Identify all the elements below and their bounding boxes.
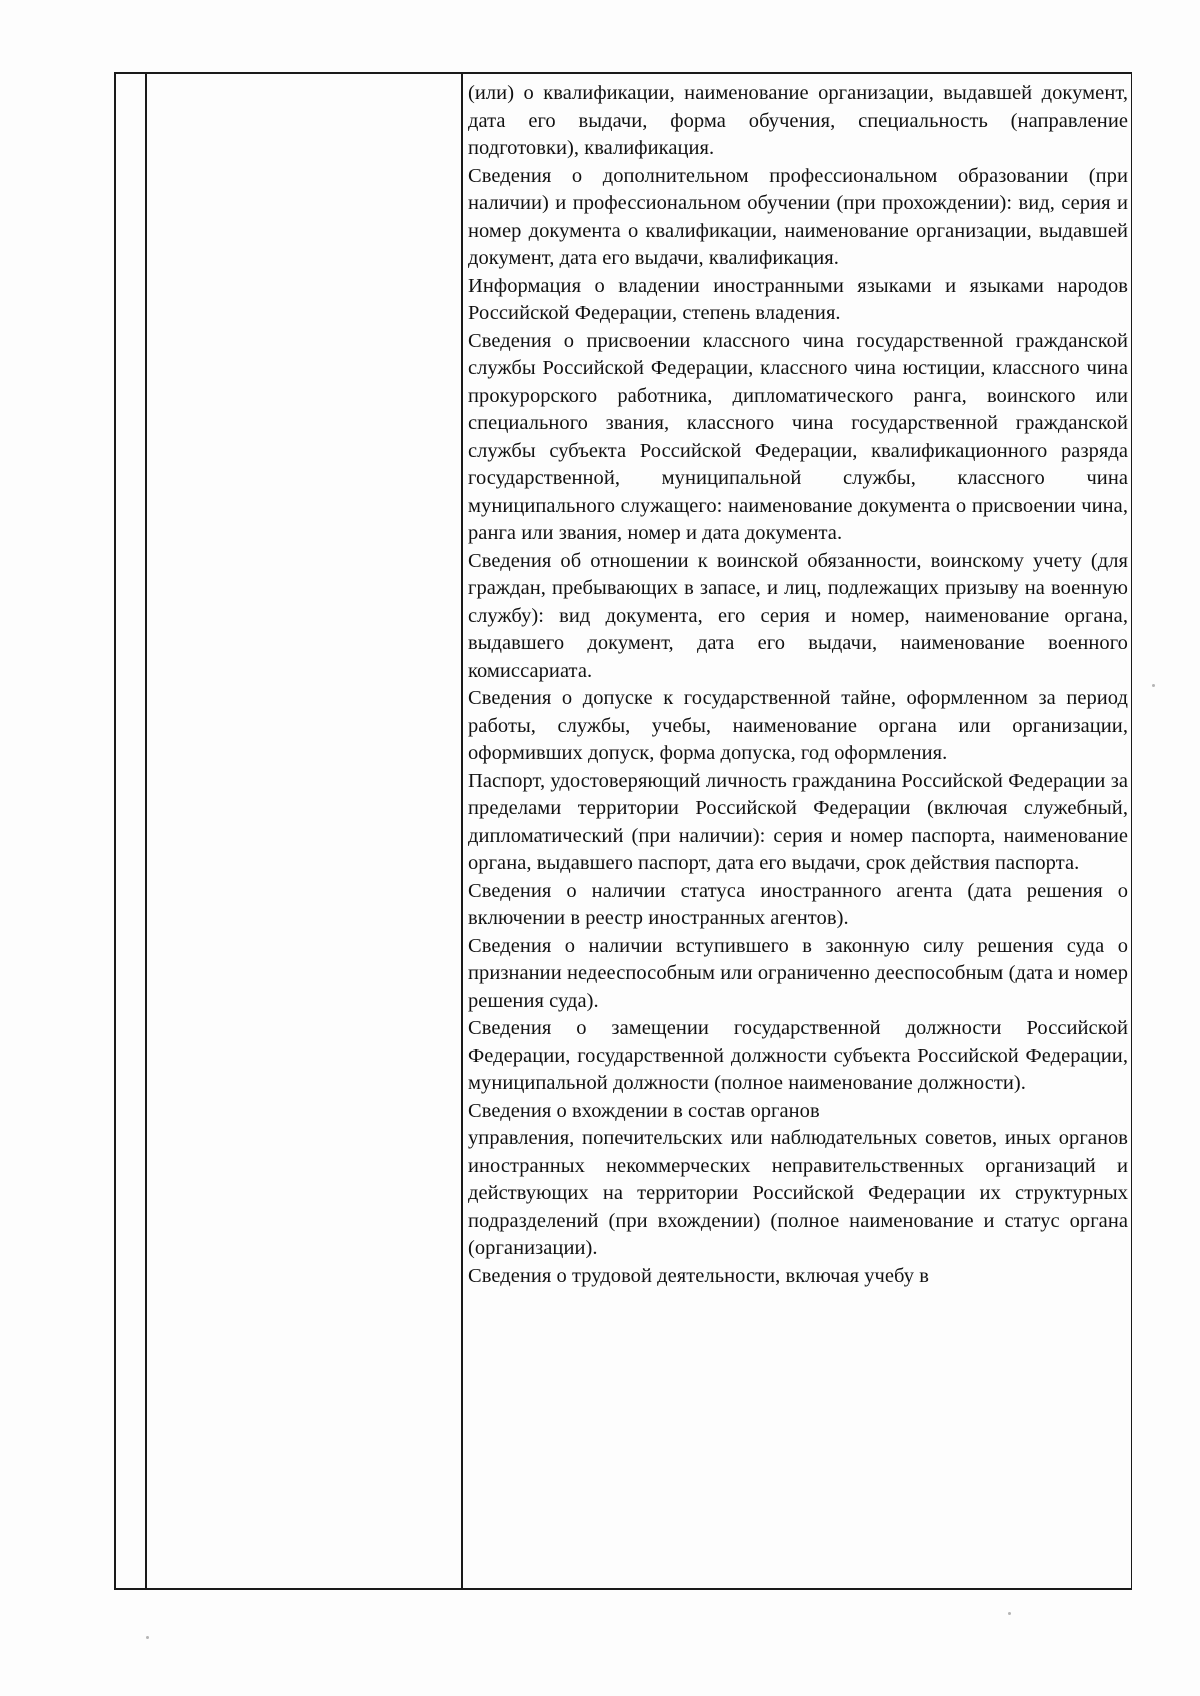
paragraph-military: Сведения об отношении к воинской обязанности, воинскому учету (для граждан, пребывающих в запасе, и лиц, подлежащих призыву на военную службу): вид документа, его серия и номер, наименование органа, выдавшего документ, дата его выдачи, наименование военного комиссариата. [468,549,1128,682]
paragraph-incapacity: Сведения о наличии вступившего в законную силу решения суда о признании недееспособным или ограниченно дееспособным (дата и номер решения суда). [468,934,1128,1012]
paragraph-state-position: Сведения о замещении государственной должности Российской Федерации, государственной должности субъекта Российской Федерации, муниципальной должности (полное наименование должности). [468,1017,1128,1094]
scan-speck [1152,684,1155,687]
document-table [114,72,1132,1590]
scan-speck [1008,1612,1011,1615]
paragraph-class-rank: Сведения о присвоении классного чина государственной гражданской службы Российской Федерации, классного чина юстиции, классного чина прокурорского работника, дипломатического ранга, воинского или специального звания, классного чина государственной гражданской службы субъекта Российской Федерации, квалификационного разряда государственной, муниципальной службы, классного чина муниципального служащего: наименование документа о присвоении чина, ранга или звания, номер и дата документа. [468,329,1128,544]
column-divider-2 [461,74,463,1588]
description-column [468,80,1128,1290]
column-divider-1 [145,74,147,1588]
paragraph-additional-education: Сведения о дополнительном профессиональном образовании (при наличии) и профессиональном обучении (при прохождении): вид, серия и номер документа о квалификации, наименование организации, выдавшей документ, дата его выдачи, квалификация. [468,164,1128,269]
paragraph-work-activity: Сведения о трудовой деятельности, включая учебу в [468,1264,929,1287]
paragraph-state-secret: Сведения о допуске к государственной тайне, оформленном за период работы, службы, учебы, наименование органа или организации, оформивших допуск, форма допуска, год оформления. [468,687,1128,764]
paragraph-qualification: (или) о квалификации, наименование организации, выдавшей документ, дата его выдачи, форма обучения, специальность (направление подготовки), квалификация. [468,82,1128,159]
paragraph-languages: Информация о владении иностранными языками и языками народов Российской Федерации, степень владения. [468,274,1128,324]
scan-speck [146,1636,149,1639]
paragraph-foreign-passport: Паспорт, удостоверяющий личность гражданина Российской Федерации за пределами территории Российской Федерации (включая служебный, дипломатический (при наличии): серия и номер паспорта, наименование органа, выдавшего паспорт, дата его выдачи, срок действия паспорта. [468,769,1128,874]
paragraph-foreign-agent: Сведения о наличии статуса иностранного агента (дата решения о включении в реестр иностранных агентов). [468,879,1128,929]
paragraph-governing-bodies: управления, попечительских или наблюдательных советов, иных органов иностранных некоммерческих неправительственных организаций и действующих на территории Российской Федерации их структурных подразделений (при вхождении) (полное наименование и статус органа (организации). [468,1127,1128,1259]
paragraph-governing-bodies-heading: Сведения о вхождении в состав органов [468,1099,820,1122]
